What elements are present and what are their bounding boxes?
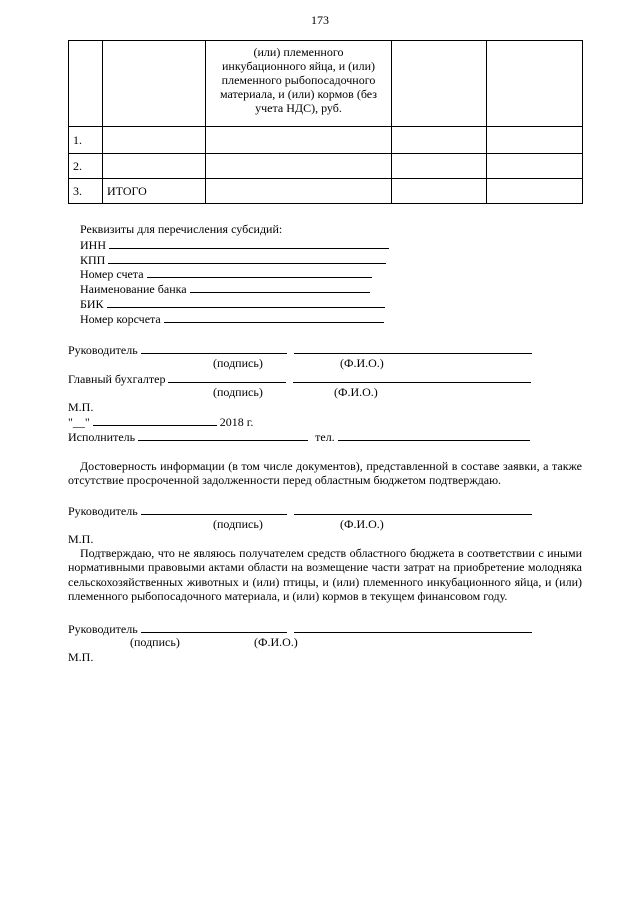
inn-label: ИНН <box>80 238 106 252</box>
stamp-place: М.П. <box>68 400 94 414</box>
inn-line <box>80 237 389 252</box>
table-row <box>69 154 583 179</box>
kpp-label: КПП <box>80 253 106 267</box>
table-cell <box>206 127 392 154</box>
subsidy-table <box>68 40 583 204</box>
inn-field[interactable] <box>109 237 389 249</box>
confirmation-text-1: Достоверность информации (в том числе документов), представленной в составе заявки, а также отсутствие просроченной задолженности перед областным бюджетом подтверждаю. <box>68 459 582 488</box>
head-signature-field[interactable] <box>141 621 287 633</box>
fio-caption: (Ф.И.О.) <box>340 517 384 531</box>
stamp-place: М.П. <box>68 532 94 546</box>
head-fio-field[interactable] <box>294 621 532 633</box>
corr-label: Номер корсчета <box>80 312 161 326</box>
confirmation-paragraph-2 <box>68 546 582 604</box>
row-name-total: ИТОГО <box>103 179 206 204</box>
table-cell <box>392 127 487 154</box>
bank-line <box>80 281 370 296</box>
accountant-label: Главный бухгалтер <box>68 372 166 386</box>
confirmation-paragraph-1 <box>68 459 582 488</box>
table-header-row <box>69 41 583 127</box>
corr-field[interactable] <box>164 311 384 323</box>
table-cell <box>392 179 487 204</box>
row-number: 1. <box>69 127 103 154</box>
executor-line <box>68 429 530 444</box>
kpp-line <box>80 252 386 267</box>
bik-label: БИК <box>80 297 104 311</box>
account-line <box>80 266 372 281</box>
bik-line <box>80 296 385 311</box>
table-cell <box>206 154 392 179</box>
date-day: "__" <box>68 415 90 429</box>
table-cell <box>487 41 583 127</box>
head-label: Руководитель <box>68 622 138 636</box>
row-name <box>103 154 206 179</box>
tel-label: тел. <box>315 430 335 444</box>
head-signature-field[interactable] <box>141 342 287 354</box>
confirmation-text-2: Подтверждаю, что не являюсь получателем средств областного бюджета в соответствии с иными нормативными правовыми актами области на возмещение части затрат на приобретение молодняка сельскохозяйственных животных и (или) птицы, и (или) племенного инкубационного яйца, и (или) племенного рыбопосадочного материала, и (или) кормов в текущем финансовом году. <box>68 546 582 604</box>
table-cell <box>69 41 103 127</box>
fio-caption: (Ф.И.О.) <box>334 385 378 399</box>
tel-field[interactable] <box>338 429 530 441</box>
fio-caption: (Ф.И.О.) <box>254 635 298 649</box>
bank-label: Наименование банка <box>80 282 187 296</box>
fio-caption: (Ф.И.О.) <box>340 356 384 370</box>
accountant-signature-field[interactable] <box>168 371 286 383</box>
signature-caption: (подпись) <box>213 356 263 370</box>
table-row <box>69 179 583 204</box>
signature-caption: (подпись) <box>213 385 263 399</box>
table-cell <box>487 179 583 204</box>
account-label: Номер счета <box>80 267 144 281</box>
table-header-cell: (или) племенного инкубационного яйца, и (или) племенного рыбопосадочного материала, и (или) кормов (без учета НДС), руб. <box>206 41 392 127</box>
table-row <box>69 127 583 154</box>
corr-line <box>80 311 384 326</box>
date-month-field[interactable] <box>93 414 217 426</box>
bank-field[interactable] <box>190 281 370 293</box>
row-name <box>103 127 206 154</box>
table-cell <box>103 41 206 127</box>
row-number: 2. <box>69 154 103 179</box>
table-cell <box>206 179 392 204</box>
signature-caption: (подпись) <box>130 635 180 649</box>
head-fio-field[interactable] <box>294 503 532 515</box>
head-label: Руководитель <box>68 504 138 518</box>
table-cell <box>487 154 583 179</box>
row-number: 3. <box>69 179 103 204</box>
account-field[interactable] <box>147 266 372 278</box>
kpp-field[interactable] <box>108 252 386 264</box>
table-cell <box>392 41 487 127</box>
head-signature-field[interactable] <box>141 503 287 515</box>
executor-label: Исполнитель <box>68 430 136 444</box>
head-signature-line-3 <box>68 621 532 636</box>
bik-field[interactable] <box>107 296 385 308</box>
requisites-title: Реквизиты для перечисления субсидий: <box>80 222 283 236</box>
head-label: Руководитель <box>68 343 138 357</box>
table-cell <box>392 154 487 179</box>
signature-caption: (подпись) <box>213 517 263 531</box>
executor-field[interactable] <box>138 429 308 441</box>
table-cell <box>487 127 583 154</box>
head-signature-line-2 <box>68 503 532 518</box>
date-line <box>68 414 253 429</box>
page-number: 173 <box>311 13 329 27</box>
head-signature-line <box>68 342 532 357</box>
accountant-fio-field[interactable] <box>293 371 531 383</box>
accountant-signature-line <box>68 371 531 386</box>
head-fio-field[interactable] <box>294 342 532 354</box>
date-year: 2018 г. <box>219 415 254 429</box>
stamp-place: М.П. <box>68 650 94 664</box>
